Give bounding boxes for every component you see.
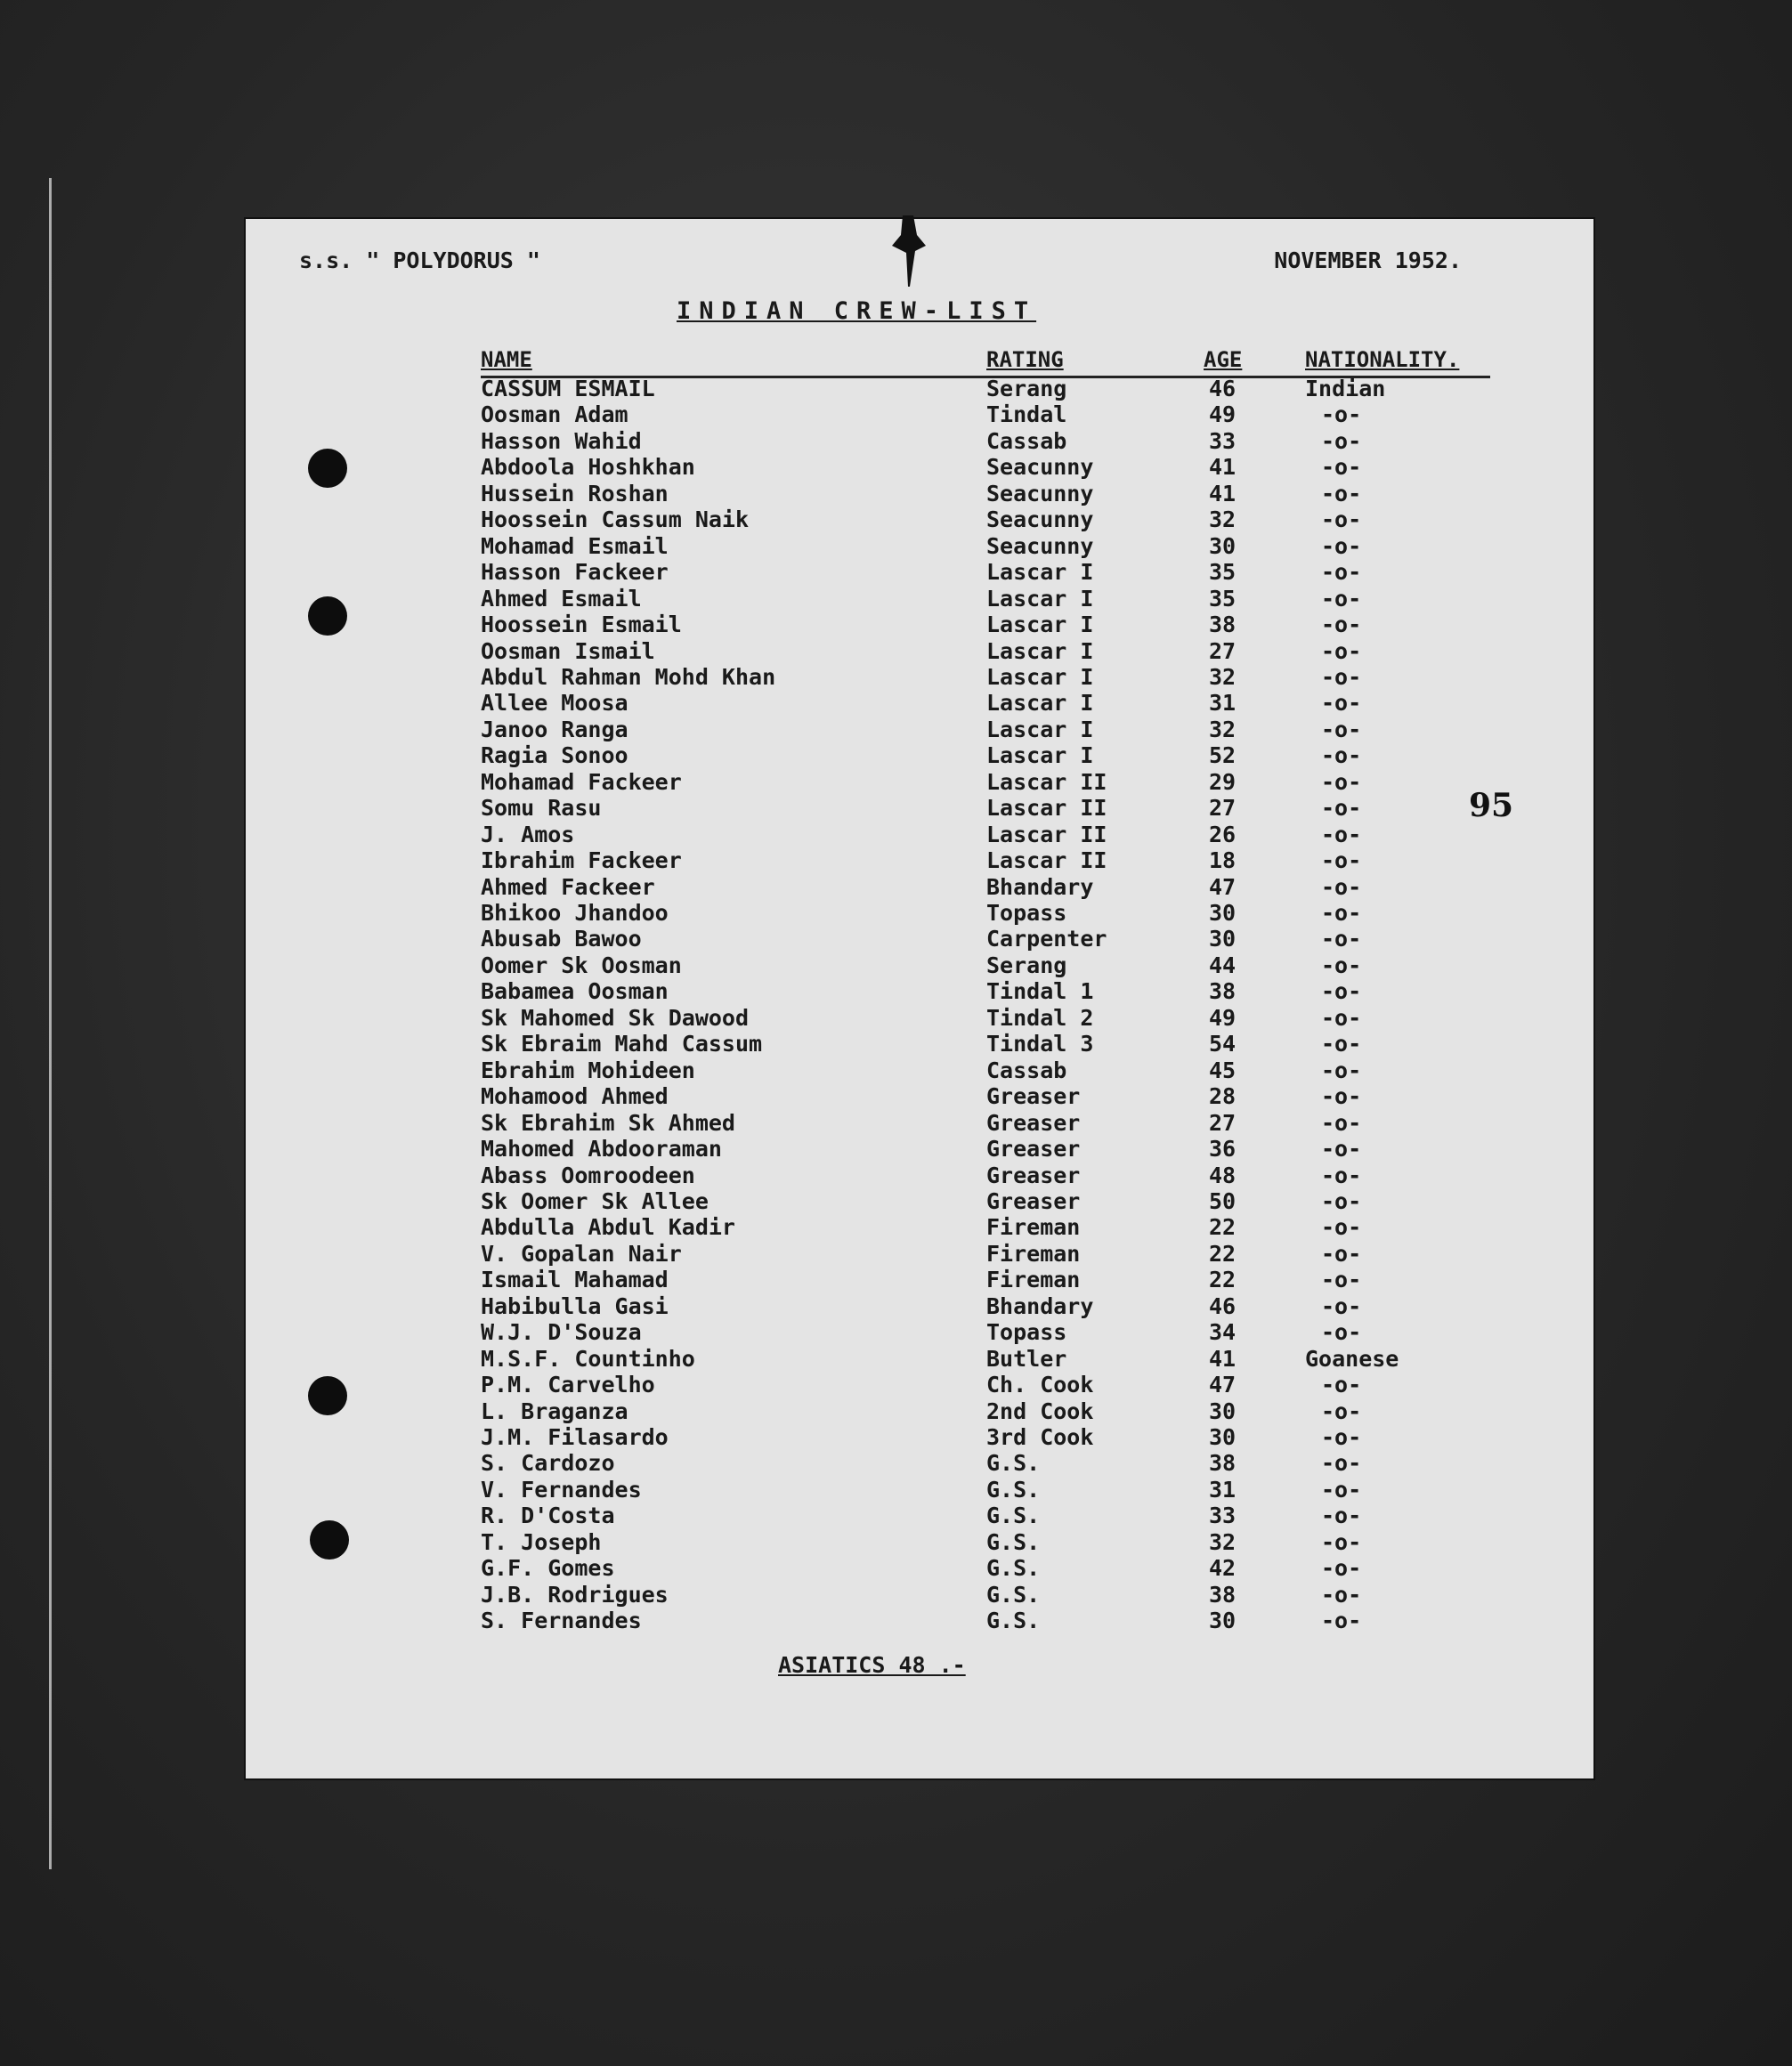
table-row (246, 1267, 1593, 1292)
crew-age: 27 (1209, 637, 1237, 664)
crew-name: J. Amos (481, 821, 575, 847)
crew-rating: 3rd Cook (986, 1424, 1094, 1450)
crew-nationality: -o- (1321, 612, 1362, 638)
crew-name: S. Fernandes (481, 1608, 642, 1634)
table-row (246, 1529, 1593, 1555)
crew-age: 30 (1209, 532, 1237, 559)
crew-name: Hoossein Cassum Naik (481, 506, 750, 533)
crew-age: 36 (1209, 1136, 1237, 1163)
crew-nationality: -o- (1321, 1555, 1362, 1582)
crew-age: 52 (1209, 742, 1237, 769)
crew-name: Oomer Sk Oosman (481, 952, 682, 978)
crew-nationality: -o- (1321, 952, 1362, 978)
crew-name: Sk Oomer Sk Allee (481, 1187, 709, 1214)
crew-age: 30 (1209, 1608, 1237, 1634)
crew-nationality: -o- (1321, 795, 1362, 822)
total-count: ASIATICS 48 .- (778, 1652, 966, 1678)
crew-age: 41 (1209, 454, 1237, 481)
table-row (246, 454, 1593, 480)
table-row (246, 847, 1593, 873)
table-row (246, 1031, 1593, 1057)
crew-name: Bhikoo Jhandoo (481, 900, 669, 926)
crew-age: 46 (1209, 1292, 1237, 1319)
table-row (246, 874, 1593, 900)
crew-name: Ragia Sonoo (481, 742, 628, 769)
crew-rating: Greaser (986, 1109, 1081, 1136)
table-row (246, 1503, 1593, 1528)
crew-name: Ahmed Fackeer (481, 873, 655, 900)
crew-nationality: -o- (1321, 1503, 1362, 1529)
crew-nationality: -o- (1321, 742, 1362, 769)
crew-nationality: -o- (1321, 1109, 1362, 1136)
table-row (246, 1450, 1593, 1476)
crew-nationality: -o- (1321, 480, 1362, 506)
crew-name: Hasson Fackeer (481, 559, 669, 586)
crew-name: Somu Rasu (481, 795, 602, 822)
crew-nationality: -o- (1321, 532, 1362, 559)
crew-rating: Greaser (986, 1083, 1081, 1110)
crew-rating: Lascar I (986, 690, 1094, 717)
crew-age: 47 (1209, 1372, 1237, 1398)
crew-nationality: -o- (1321, 1214, 1362, 1241)
crew-nationality: -o- (1321, 1004, 1362, 1031)
crew-name: S. Cardozo (481, 1450, 615, 1477)
crew-nationality: -o- (1321, 1608, 1362, 1634)
crew-rating: Seacunny (986, 532, 1094, 559)
crew-nationality: -o- (1321, 1319, 1362, 1346)
crew-age: 50 (1209, 1187, 1237, 1214)
crew-name: R. D'Costa (481, 1503, 615, 1529)
crew-name: P.M. Carvelho (481, 1372, 655, 1398)
table-row (246, 586, 1593, 612)
crew-age: 46 (1209, 376, 1237, 401)
crew-rating: Lascar II (986, 795, 1107, 822)
table-row (246, 717, 1593, 742)
crew-age: 34 (1209, 1319, 1237, 1346)
folio-number: 95 (1469, 787, 1514, 824)
crew-name: Ibrahim Fackeer (481, 847, 682, 874)
crew-nationality: -o- (1321, 1581, 1362, 1608)
crew-age: 18 (1209, 847, 1237, 874)
crew-nationality: -o- (1321, 768, 1362, 795)
crew-nationality: -o- (1321, 454, 1362, 481)
crew-age: 32 (1209, 716, 1237, 742)
table-row (246, 481, 1593, 506)
crew-rating: Bhandary (986, 873, 1094, 900)
crew-name: Ahmed Esmail (481, 585, 642, 612)
table-row (246, 1136, 1593, 1162)
crew-rating: Butler (986, 1345, 1067, 1372)
table-row (246, 1372, 1593, 1398)
crew-nationality: -o- (1321, 1398, 1362, 1424)
crew-rating: Cassab (986, 427, 1067, 454)
crew-age: 48 (1209, 1162, 1237, 1188)
crew-age: 27 (1209, 1109, 1237, 1136)
crew-rating: G.S. (986, 1581, 1041, 1608)
crew-nationality: -o- (1321, 847, 1362, 874)
crew-age: 30 (1209, 1398, 1237, 1424)
crew-rating: Lascar I (986, 742, 1094, 769)
table-row (246, 822, 1593, 847)
crew-age: 38 (1209, 1450, 1237, 1477)
crew-nationality: -o- (1321, 873, 1362, 900)
crew-age: 29 (1209, 768, 1237, 795)
crew-name: V. Gopalan Nair (481, 1240, 682, 1267)
table-row (246, 1319, 1593, 1345)
crew-rating: Seacunny (986, 506, 1094, 533)
table-row (246, 1424, 1593, 1450)
crew-nationality: Indian (1305, 376, 1386, 401)
crew-nationality: -o- (1321, 716, 1362, 742)
crew-name: Mohamad Fackeer (481, 768, 682, 795)
table-row (246, 428, 1593, 454)
crew-age: 45 (1209, 1057, 1237, 1083)
crew-name: Mohamad Esmail (481, 532, 669, 559)
table-row (246, 559, 1593, 585)
crew-name: Janoo Ranga (481, 716, 628, 742)
crew-rating: Lascar I (986, 612, 1094, 638)
crew-nationality: -o- (1321, 978, 1362, 1005)
crew-rating: Serang (986, 376, 1067, 401)
table-row (246, 978, 1593, 1004)
crew-nationality: -o- (1321, 663, 1362, 690)
crew-rating: G.S. (986, 1555, 1041, 1582)
crew-age: 26 (1209, 821, 1237, 847)
crew-rating: Cassab (986, 1057, 1067, 1083)
crew-rating: Carpenter (986, 926, 1107, 952)
crew-nationality: -o- (1321, 1476, 1362, 1503)
crew-rating: Topass (986, 1319, 1067, 1346)
crew-age: 38 (1209, 612, 1237, 638)
crew-age: 32 (1209, 1528, 1237, 1555)
crew-nationality: -o- (1321, 1240, 1362, 1267)
crew-nationality: -o- (1321, 401, 1362, 428)
crew-age: 33 (1209, 427, 1237, 454)
table-row (246, 900, 1593, 926)
crew-name: Sk Mahomed Sk Dawood (481, 1004, 750, 1031)
crew-name: Abdul Rahman Mohd Khan (481, 663, 776, 690)
crew-name: T. Joseph (481, 1528, 602, 1555)
crew-age: 22 (1209, 1240, 1237, 1267)
crew-age: 33 (1209, 1503, 1237, 1529)
crew-nationality: -o- (1321, 559, 1362, 586)
column-header-name: NAME (481, 347, 532, 372)
document-page (246, 219, 1593, 1778)
crew-nationality: -o- (1321, 926, 1362, 952)
crew-age: 31 (1209, 1476, 1237, 1503)
crew-age: 49 (1209, 401, 1237, 428)
table-row (246, 612, 1593, 637)
table-row (246, 1188, 1593, 1214)
crew-age: 22 (1209, 1267, 1237, 1293)
crew-rating: Fireman (986, 1240, 1081, 1267)
crew-nationality: -o- (1321, 1083, 1362, 1110)
crew-age: 38 (1209, 978, 1237, 1005)
crew-name: Oosman Adam (481, 401, 628, 428)
crew-age: 42 (1209, 1555, 1237, 1582)
crew-rating: Tindal (986, 401, 1067, 428)
crew-nationality: -o- (1321, 1424, 1362, 1450)
table-row (246, 664, 1593, 690)
column-header-rating: RATING (986, 347, 1064, 372)
table-row (246, 376, 1593, 401)
table-row (246, 1241, 1593, 1267)
crew-age: 35 (1209, 559, 1237, 586)
crew-name: Hasson Wahid (481, 427, 642, 454)
crew-rating: Lascar I (986, 585, 1094, 612)
crew-age: 49 (1209, 1004, 1237, 1031)
table-row (246, 795, 1593, 821)
table-row (246, 926, 1593, 952)
table-row (246, 1057, 1593, 1083)
crew-rating: Serang (986, 952, 1067, 978)
table-row (246, 1398, 1593, 1424)
crew-age: 28 (1209, 1083, 1237, 1110)
table-row (246, 638, 1593, 664)
crew-name: M.S.F. Countinho (481, 1345, 695, 1372)
crew-rating: Lascar II (986, 821, 1107, 847)
crew-rating: Tindal 2 (986, 1004, 1094, 1031)
crew-nationality: -o- (1321, 1292, 1362, 1319)
crew-rating: Lascar I (986, 663, 1094, 690)
crew-rating: G.S. (986, 1608, 1041, 1634)
crew-age: 41 (1209, 1345, 1237, 1372)
crew-name: Mahomed Abdooraman (481, 1136, 722, 1163)
crew-name: Ismail Mahamad (481, 1267, 669, 1293)
table-row (246, 769, 1593, 795)
crew-name: Abdoola Hoshkhan (481, 454, 695, 481)
crew-rating: Greaser (986, 1162, 1081, 1188)
crew-nationality: -o- (1321, 1187, 1362, 1214)
table-row (246, 952, 1593, 978)
table-row (246, 690, 1593, 716)
document-date: NOVEMBER 1952. (1274, 247, 1462, 273)
crew-age: 41 (1209, 480, 1237, 506)
crew-name: Abusab Bawoo (481, 926, 642, 952)
crew-nationality: -o- (1321, 690, 1362, 717)
crew-rating: Fireman (986, 1267, 1081, 1293)
crew-rating: Topass (986, 900, 1067, 926)
crew-age: 30 (1209, 926, 1237, 952)
crew-nationality: -o- (1321, 1136, 1362, 1163)
crew-nationality: -o- (1321, 1528, 1362, 1555)
table-row (246, 506, 1593, 532)
crew-age: 54 (1209, 1031, 1237, 1057)
table-row (246, 1005, 1593, 1031)
table-row (246, 1214, 1593, 1240)
table-row (246, 533, 1593, 559)
crew-name: Abass Oomroodeen (481, 1162, 695, 1188)
crew-nationality: -o- (1321, 1162, 1362, 1188)
crew-rating: Bhandary (986, 1292, 1094, 1319)
crew-name: V. Fernandes (481, 1476, 642, 1503)
crew-nationality: -o- (1321, 1267, 1362, 1293)
crew-rating: Fireman (986, 1214, 1081, 1241)
column-header-age: AGE (1204, 347, 1243, 372)
table-row (246, 1582, 1593, 1608)
crew-rating: Lascar II (986, 847, 1107, 874)
crew-nationality: -o- (1321, 821, 1362, 847)
crew-nationality: -o- (1321, 585, 1362, 612)
crew-name: Habibulla Gasi (481, 1292, 669, 1319)
crew-age: 47 (1209, 873, 1237, 900)
table-row (246, 742, 1593, 768)
crew-rating: Greaser (986, 1136, 1081, 1163)
crew-nationality: -o- (1321, 506, 1362, 533)
crew-age: 32 (1209, 506, 1237, 533)
column-header-nationality: NATIONALITY. (1305, 347, 1460, 372)
table-row (246, 1293, 1593, 1319)
crew-name: G.F. Gomes (481, 1555, 615, 1582)
table-row (246, 1163, 1593, 1188)
paper-tear-mark (890, 215, 926, 287)
crew-name: Babamea Oosman (481, 978, 669, 1005)
scan-edge-line (49, 178, 52, 1869)
crew-nationality: Goanese (1305, 1345, 1399, 1372)
document-title: INDIAN CREW-LIST (677, 297, 1037, 325)
table-row (246, 1477, 1593, 1503)
table-row (246, 1555, 1593, 1581)
crew-age: 31 (1209, 690, 1237, 717)
crew-name: Sk Ebrahim Sk Ahmed (481, 1109, 735, 1136)
crew-name: J.M. Filasardo (481, 1424, 669, 1450)
crew-rating: Lascar I (986, 716, 1094, 742)
crew-nationality: -o- (1321, 637, 1362, 664)
crew-rating: Lascar I (986, 559, 1094, 586)
table-row (246, 1083, 1593, 1109)
crew-name: Abdulla Abdul Kadir (481, 1214, 735, 1241)
crew-age: 30 (1209, 1424, 1237, 1450)
crew-name: Oosman Ismail (481, 637, 655, 664)
crew-rating: Tindal 1 (986, 978, 1094, 1005)
table-row (246, 1110, 1593, 1136)
crew-name: Ebrahim Mohideen (481, 1057, 695, 1083)
crew-nationality: -o- (1321, 1057, 1362, 1083)
crew-name: Hoossein Esmail (481, 612, 682, 638)
crew-nationality: -o- (1321, 1450, 1362, 1477)
table-row (246, 1346, 1593, 1372)
ship-name: s.s. " POLYDORUS " (299, 247, 540, 273)
crew-age: 22 (1209, 1214, 1237, 1241)
crew-name: CASSUM ESMAIL (481, 376, 655, 401)
crew-age: 32 (1209, 663, 1237, 690)
crew-nationality: -o- (1321, 900, 1362, 926)
crew-rating: Greaser (986, 1187, 1081, 1214)
table-row (246, 401, 1593, 427)
crew-name: J.B. Rodrigues (481, 1581, 669, 1608)
crew-rating: G.S. (986, 1528, 1041, 1555)
crew-rating: Lascar I (986, 637, 1094, 664)
crew-age: 27 (1209, 795, 1237, 822)
crew-age: 44 (1209, 952, 1237, 978)
crew-age: 35 (1209, 585, 1237, 612)
crew-rating: Seacunny (986, 454, 1094, 481)
crew-name: L. Braganza (481, 1398, 628, 1424)
crew-rating: G.S. (986, 1450, 1041, 1477)
crew-name: Hussein Roshan (481, 480, 669, 506)
crew-nationality: -o- (1321, 1372, 1362, 1398)
crew-rating: G.S. (986, 1476, 1041, 1503)
crew-rating: Seacunny (986, 480, 1094, 506)
crew-rating: 2nd Cook (986, 1398, 1094, 1424)
crew-name: Mohamood Ahmed (481, 1083, 669, 1110)
crew-nationality: -o- (1321, 1031, 1362, 1057)
crew-name: W.J. D'Souza (481, 1319, 642, 1346)
crew-rating: Ch. Cook (986, 1372, 1094, 1398)
crew-age: 30 (1209, 900, 1237, 926)
crew-rating: G.S. (986, 1503, 1041, 1529)
crew-name: Allee Moosa (481, 690, 628, 717)
crew-rating: Lascar II (986, 768, 1107, 795)
table-row (246, 1608, 1593, 1633)
crew-age: 38 (1209, 1581, 1237, 1608)
crew-rating: Tindal 3 (986, 1031, 1094, 1057)
crew-nationality: -o- (1321, 427, 1362, 454)
crew-name: Sk Ebraim Mahd Cassum (481, 1031, 763, 1057)
